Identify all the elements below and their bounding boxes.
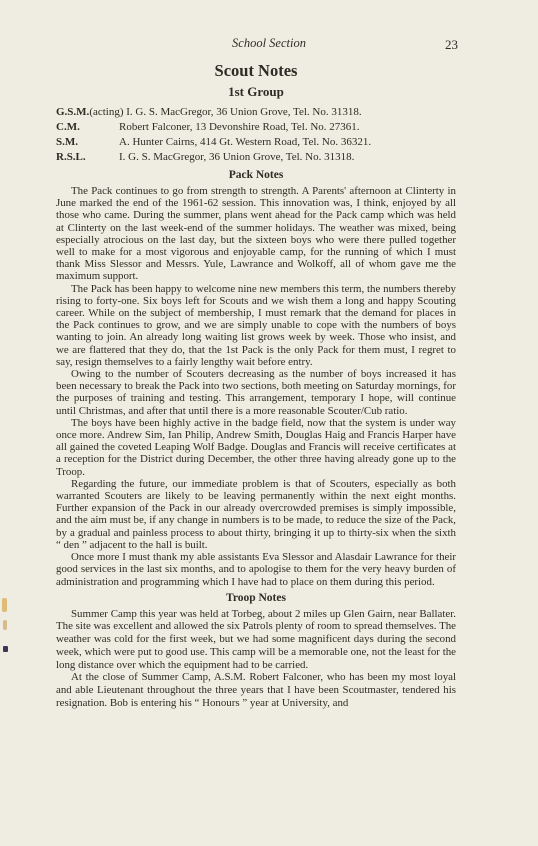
officer-role: R.S.L. — [56, 151, 86, 163]
pack-notes-heading: Pack Notes — [228, 169, 284, 181]
page-number: 23 — [445, 37, 458, 52]
officer-role: S.M. — [56, 136, 78, 148]
officer-role: G.S.M. — [56, 106, 90, 118]
paragraph: The boys have been highly active in the badge field, now that the system is under way once more. Andrew Sim, Ian Philip, Andrew Smith, Douglas Haig and Francis Harper have all gained the coveted Leaping Wolf Badge. Douglas and Francis will receive certificates at a reception for the District during December, the other three having already gone up to the Troop. — [56, 416, 456, 478]
paragraph: Regarding the future, our immediate problem is that of Scouters, especially as both warranted Scouters are likely to be leaving permanently within the next eight months. Further expansion of the Pack in our already overcrowded premises is simply impossible, and the aim must be, if any change in numbers is to be made, to reduce the size of the Pack, by a gradual and painless process to about thirty, bringing it up to thirty-six when the sixth “ den ” adjacent to the hall is built. — [56, 477, 456, 551]
paragraph: The Pack has been happy to welcome nine new members this term, the numbers thereby rising to forty-one. Six boys left for Scouts and we wish them a long and happy Scouting career. While on the subject of membership, I must remark that the demand for places in the Pack continues to grow, and we are simply unable to cope with the numbers of boys wanting to join. An already long waiting list grows week by week. Those who insist, and we are flattered that they do, that the 1st Pack is the only Pack for them must, I regret to say, resign themselves to a fairly lengthy wait before entry. — [56, 282, 456, 368]
officer-row — [56, 135, 456, 150]
officer-detail: Robert Falconer, 13 Devonshire Road, Tel. No. 27361. — [119, 121, 360, 133]
paragraph: At the close of Summer Camp, A.S.M. Robert Falconer, who has been my most loyal and able Lieutenant throughout the three years that I have been Scoutmaster, tendered his resignation. Bob is entering his “ Honours ” year at University, and — [56, 671, 456, 709]
paragraph: Owing to the number of Scouters decreasing as the number of boys increased it has been necessary to break the Pack into two sections, both meeting on Saturday mornings, for the purposes of training and testing. This arrangement, temporary I hope, will continue until Christmas, and after that until there is a more reasonable Scouter/Cub ratio. — [56, 368, 456, 417]
officer-detail: A. Hunter Cairns, 414 Gt. Western Road, Tel. No. 36321. — [119, 136, 372, 148]
group-heading: 1st Group — [228, 84, 284, 99]
officers-list — [56, 105, 456, 165]
officer-row — [56, 120, 456, 135]
troop-notes-heading: Troop Notes — [226, 591, 286, 604]
paragraph: The Pack continues to go from strength to strength. A Parents' afternoon at Clinterty in June marked the end of the 1961-62 session. This innovation was, I think, enjoyed by all those who came. During the summer, plans went ahead for the Pack camp which was held at Clinterty on the last week-end of the summer holidays. The weather was mixed, being especially atrocious on the last day, but the sixteen boys who were there pulled together well to make for a most vigorous and enjoyable camp, for the running of which I must thank Miss Slessor and Messrs. Yule, Lawrance and Wolkoff, all of whom gave me the maximum support. — [56, 185, 456, 283]
running-head: School Section — [232, 36, 306, 50]
margin-stain — [2, 598, 7, 612]
pack-notes-body — [56, 185, 456, 588]
paragraph: Once more I must thank my able assistants Eva Slessor and Alasdair Lawrance for their good services in the last six months, and to apologise to them for the very heavy burden of administration and programming which I have had to place on them during this period. — [56, 551, 456, 588]
margin-stain — [3, 620, 7, 630]
officer-detail: (acting) I. G. S. MacGregor, 36 Union Grove, Tel. No. 31318. — [89, 106, 362, 118]
officer-row — [56, 105, 456, 120]
officer-detail: I. G. S. MacGregor, 36 Union Grove, Tel. No. 31318. — [119, 151, 355, 163]
article — [56, 60, 456, 709]
paragraph: Summer Camp this year was held at Torbeg, about 2 miles up Glen Gairn, near Ballater. The site was excellent and allowed the six Patrols plenty of room to spread themselves. The weather was cold for the first week, but we had some magnificent days during the second week, which were put to good use. This camp will be a memorable one, not the least for the long distance over which the equipment had to be carried. — [56, 607, 456, 671]
troop-notes-body — [56, 608, 456, 710]
officer-role: C.M. — [56, 121, 80, 133]
margin-marks — [0, 598, 12, 658]
margin-mark — [3, 646, 8, 652]
officer-row — [56, 150, 456, 165]
article-title: Scout Notes — [214, 61, 298, 80]
